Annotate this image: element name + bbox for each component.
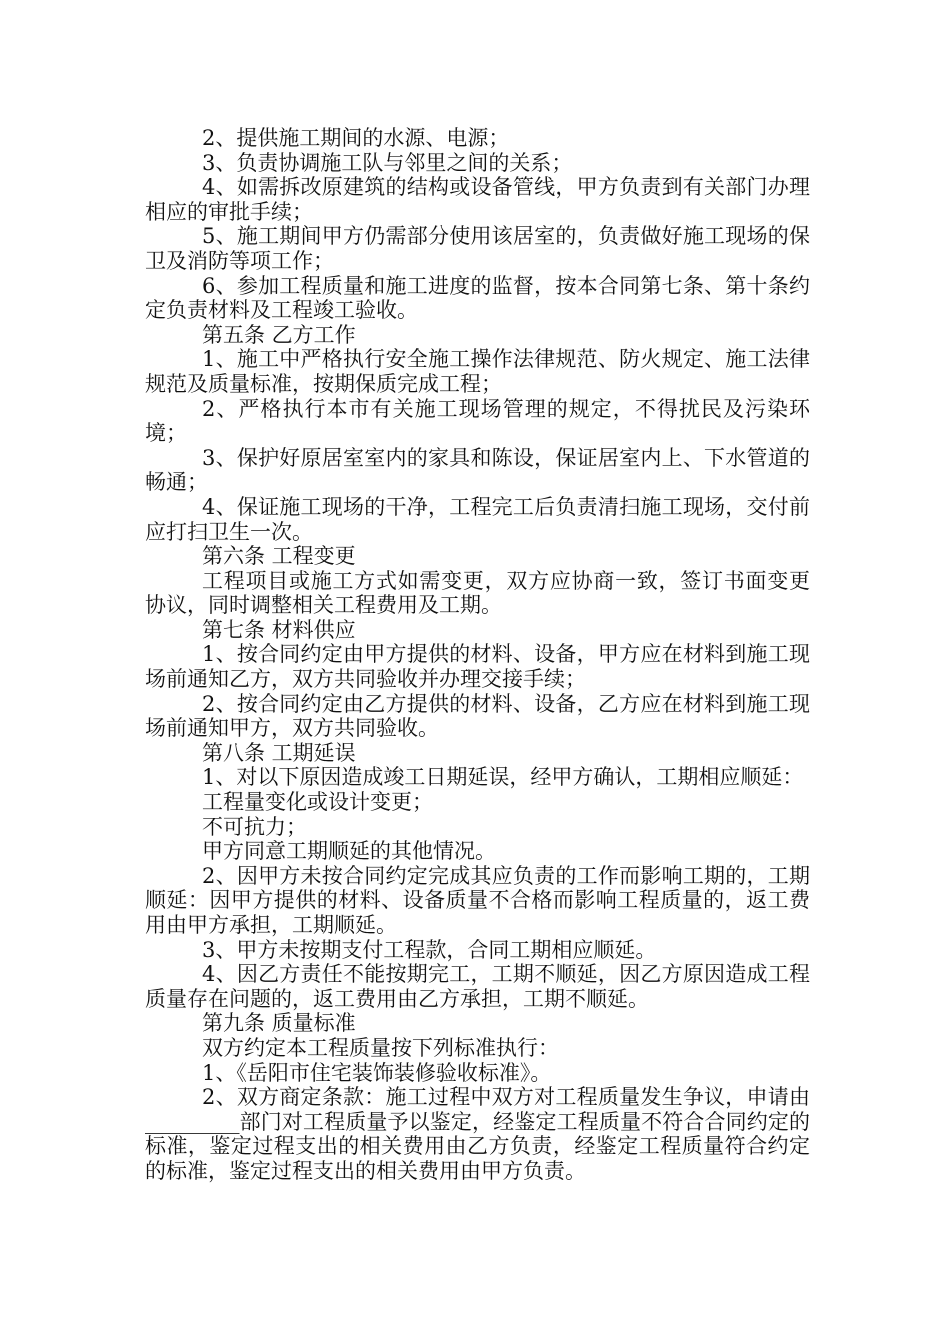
document-body	[145, 126, 810, 1184]
paragraph: 双方约定本工程质量按下列标准执行：	[202, 1035, 559, 1060]
paragraph: 4、保证施工现场的干净，工程完工后负责清扫施工现场，交付前应打扫卫生一次。	[145, 494, 810, 544]
paragraph: 5、施工期间甲方仍需部分使用该居室的，负责做好施工现场的保卫及消防等项工作；	[145, 224, 810, 273]
paragraph: 1、施工中严格执行安全施工操作法律规范、防火规定、施工法律规范及质量标准，按期保质完成工程；	[145, 347, 810, 396]
section-heading: 第九条 质量标准	[202, 1011, 356, 1036]
paragraph: 2、提供施工期间的水源、电源；	[202, 126, 510, 150]
section-heading: 第七条 材料供应	[202, 617, 356, 642]
paragraph: 工程项目或施工方式如需变更，双方应协商一致，签订书面变更协议，同时调整相关工程费用及工期。	[145, 568, 810, 618]
section-heading: 第五条 乙方工作	[202, 322, 356, 347]
paragraph: 3、甲方未按期支付工程款，合同工期相应顺延。	[202, 937, 657, 962]
paragraph: 1、《岳阳市住宅装饰装修验收标准》。	[202, 1060, 552, 1085]
paragraph: 4、如需拆改原建筑的结构或设备管线，甲方负责到有关部门办理相应的审批手续；	[145, 175, 810, 224]
paragraph: 1、对以下原因造成竣工日期延误，经甲方确认，工期相应顺延：	[202, 765, 804, 790]
paragraph: 2、双方商定条款：施工过程中双方对工程质量发生争议，申请由_________部门对工程质量予以鉴定，经鉴定工程质量不符合合同约定的标准，鉴定过程支出的相关费用由乙方负责，经鉴定工程质量符合约定的标准，鉴定过程支出的相关费用由甲方负责。	[145, 1085, 810, 1183]
paragraph: 3、保护好原居室室内的家具和陈设，保证居室内上、下水管道的畅通；	[145, 445, 810, 495]
paragraph: 4、因乙方责任不能按期完工，工期不顺延，因乙方原因造成工程质量存在问题的，返工费用由乙方承担，工期不顺延。	[145, 962, 810, 1011]
paragraph: 2、按合同约定由乙方提供的材料、设备，乙方应在材料到施工现场前通知甲方，双方共同验收。	[145, 691, 810, 741]
paragraph: 1、按合同约定由甲方提供的材料、设备，甲方应在材料到施工现场前通知乙方，双方共同验收并办理交接手续；	[145, 642, 810, 692]
section-heading: 第八条 工期延误	[202, 740, 356, 765]
paragraph: 工程量变化或设计变更；	[202, 790, 433, 815]
paragraph: 3、负责协调施工队与邻里之间的关系；	[202, 150, 573, 175]
paragraph: 不可抗力；	[202, 814, 307, 839]
paragraph: 6、参加工程质量和施工进度的监督，按本合同第七条、第十条约定负责材料及工程竣工验收。	[145, 273, 810, 323]
section-heading: 第六条 工程变更	[202, 544, 356, 569]
paragraph: 2、严格执行本市有关施工现场管理的规定，不得扰民及污染环境；	[145, 396, 810, 446]
paragraph: 甲方同意工期顺延的其他情况。	[202, 839, 496, 864]
paragraph: 2、因甲方未按合同约定完成其应负责的工作而影响工期的，工期顺延：因甲方提供的材料、设备质量不合格而影响工程质量的，返工费用由甲方承担，工期顺延。	[145, 863, 810, 937]
